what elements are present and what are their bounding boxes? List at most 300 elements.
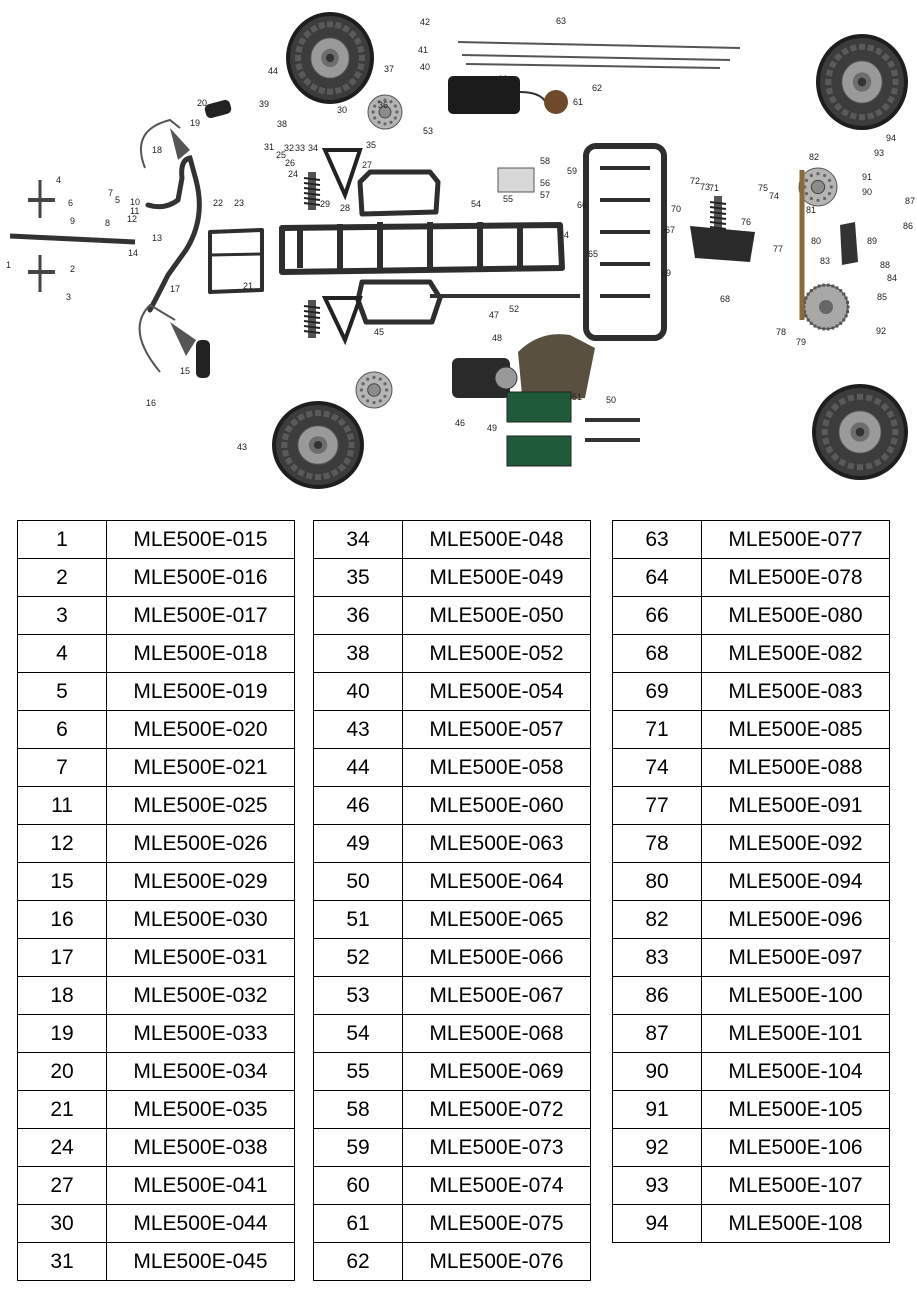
part-number: 43 xyxy=(314,711,403,749)
left-grip xyxy=(196,340,210,378)
callout-label: 80 xyxy=(811,236,822,246)
part-number: 58 xyxy=(314,1091,403,1129)
part-number: 51 xyxy=(314,901,403,939)
tire-lug xyxy=(281,442,287,448)
rotor-hole xyxy=(389,100,392,103)
tire-lug xyxy=(295,55,301,61)
part-number: 93 xyxy=(613,1167,702,1205)
shock-spring-coil xyxy=(304,183,320,185)
tire-lug xyxy=(857,394,863,400)
part-code: MLE500E-088 xyxy=(702,749,890,787)
parts-row xyxy=(314,1167,591,1205)
rotor-hole xyxy=(366,399,369,402)
tire-lug xyxy=(315,474,321,480)
shock-spring-coil xyxy=(304,321,320,323)
part-number: 17 xyxy=(18,939,107,977)
parts-row xyxy=(314,711,591,749)
part-code: MLE500E-017 xyxy=(107,597,295,635)
parts-table-1 xyxy=(17,520,295,1281)
parts-row xyxy=(18,521,295,559)
callout-label: 7 xyxy=(108,188,114,198)
parts-row xyxy=(613,673,890,711)
callout-label: 87 xyxy=(905,196,916,206)
part-number: 40 xyxy=(314,673,403,711)
part-code: MLE500E-077 xyxy=(702,521,890,559)
sprocket-tooth xyxy=(822,284,825,287)
seat xyxy=(518,334,595,399)
part-number: 82 xyxy=(613,901,702,939)
rotor-hole xyxy=(383,395,386,398)
callout-label: 16 xyxy=(146,398,157,408)
tire-lug xyxy=(315,410,321,416)
callout-label: 18 xyxy=(152,145,163,155)
tire-lug xyxy=(859,114,865,120)
front-rack-bottom xyxy=(358,282,440,322)
parts-row xyxy=(613,597,890,635)
part-number: 21 xyxy=(18,1091,107,1129)
shock-spring-coil xyxy=(710,202,726,204)
part-code: MLE500E-101 xyxy=(702,1015,890,1053)
rotor-hole xyxy=(389,121,392,124)
parts-row xyxy=(314,825,591,863)
part-code: MLE500E-048 xyxy=(403,521,591,559)
parts-table-3 xyxy=(612,520,890,1243)
parts-row xyxy=(18,1015,295,1053)
callout-label: 1 xyxy=(6,260,12,270)
callout-label: 36 xyxy=(378,100,389,110)
callout-label: 33 xyxy=(295,143,306,153)
part-number: 77 xyxy=(613,787,702,825)
wheel-axle-hole xyxy=(858,78,866,87)
callout-label: 90 xyxy=(862,187,873,197)
brake-lever-top xyxy=(170,128,190,160)
tire-lug xyxy=(893,79,899,85)
callout-label: 72 xyxy=(690,176,701,186)
part-code: MLE500E-020 xyxy=(107,711,295,749)
part-number: 18 xyxy=(18,977,107,1015)
parts-row xyxy=(314,939,591,977)
callout-label: 45 xyxy=(374,327,385,337)
parts-row xyxy=(18,939,295,977)
callout-label: 75 xyxy=(758,183,769,193)
shock-spring-coil xyxy=(710,217,726,219)
rear-right-wheel xyxy=(812,384,908,480)
part-number: 87 xyxy=(613,1015,702,1053)
shock-spring-coil xyxy=(710,212,726,214)
part-number: 31 xyxy=(18,1243,107,1281)
callout-label: 43 xyxy=(237,442,248,452)
sprocket-tooth xyxy=(804,314,807,317)
rotor-hole xyxy=(810,197,813,200)
part-number: 64 xyxy=(613,559,702,597)
tire-lug xyxy=(327,21,333,27)
sprocket-tooth xyxy=(810,289,813,292)
shock-spring-coil xyxy=(304,178,320,180)
part-code: MLE500E-064 xyxy=(403,863,591,901)
part-number: 15 xyxy=(18,863,107,901)
rotor-hole xyxy=(361,382,364,385)
throttle-grip xyxy=(204,99,233,119)
part-code: MLE500E-082 xyxy=(702,635,890,673)
parts-row xyxy=(18,1129,295,1167)
part-code: MLE500E-096 xyxy=(702,901,890,939)
part-code: MLE500E-076 xyxy=(403,1243,591,1281)
shock-spring-coil xyxy=(710,207,726,209)
parts-row xyxy=(314,521,591,559)
callout-label: 94 xyxy=(886,133,897,143)
shock-spring-coil xyxy=(304,198,320,200)
upper-a-arm-bottom xyxy=(325,298,360,340)
sprocket-tooth xyxy=(831,285,834,288)
callout-label: 85 xyxy=(877,292,888,302)
callout-label: 76 xyxy=(741,217,752,227)
callout-label: 64 xyxy=(559,230,570,240)
brake-cable-bottom xyxy=(140,305,175,372)
part-number: 6 xyxy=(18,711,107,749)
part-number: 61 xyxy=(314,1205,403,1243)
callout-label: 31 xyxy=(264,142,275,152)
callout-label: 53 xyxy=(423,126,434,136)
motor-end-cap xyxy=(495,367,517,389)
part-number: 59 xyxy=(314,1129,403,1167)
part-code: MLE500E-100 xyxy=(702,977,890,1015)
rotor-hole xyxy=(830,185,833,188)
tire-lug xyxy=(859,44,865,50)
part-number: 1 xyxy=(18,521,107,559)
callout-label: 69 xyxy=(661,268,672,278)
callout-label: 60 xyxy=(498,74,509,84)
part-number: 90 xyxy=(613,1053,702,1091)
front-bumper-bar xyxy=(210,254,262,255)
callout-label: 63 xyxy=(556,16,567,26)
shock-spring-coil xyxy=(304,311,320,313)
parts-row xyxy=(314,863,591,901)
part-number: 71 xyxy=(613,711,702,749)
rear-rack xyxy=(586,146,664,338)
callout-label: 19 xyxy=(190,118,201,128)
callout-label: 54 xyxy=(471,199,482,209)
part-code: MLE500E-041 xyxy=(107,1167,295,1205)
callout-label: 77 xyxy=(773,244,784,254)
callout-label: 23 xyxy=(234,198,245,208)
callout-label: 73 xyxy=(700,182,711,192)
parts-row xyxy=(314,1129,591,1167)
parts-row xyxy=(613,1015,890,1053)
part-code: MLE500E-029 xyxy=(107,863,295,901)
part-code: MLE500E-019 xyxy=(107,673,295,711)
shock-spring-coil xyxy=(304,203,320,205)
wire-harness-cables xyxy=(458,42,740,68)
callout-label: 44 xyxy=(268,66,279,76)
part-number: 53 xyxy=(314,977,403,1015)
parts-row xyxy=(18,825,295,863)
rotor-hole xyxy=(805,192,808,195)
part-code: MLE500E-044 xyxy=(107,1205,295,1243)
shock-spring-coil xyxy=(304,326,320,328)
part-number: 46 xyxy=(314,787,403,825)
part-code: MLE500E-106 xyxy=(702,1129,890,1167)
parts-row xyxy=(18,1205,295,1243)
part-code: MLE500E-092 xyxy=(702,825,890,863)
parts-row xyxy=(18,1167,295,1205)
callout-label: 8 xyxy=(105,218,111,228)
battery-charger xyxy=(448,76,520,114)
part-number: 2 xyxy=(18,559,107,597)
callout-label: 6 xyxy=(68,198,74,208)
part-code: MLE500E-058 xyxy=(403,749,591,787)
parts-row xyxy=(314,977,591,1015)
shock-spring-coil xyxy=(304,306,320,308)
sprocket-tooth xyxy=(842,293,845,296)
callout-label: 51 xyxy=(572,392,583,402)
rear-rack-slats xyxy=(600,168,650,296)
parts-table-2 xyxy=(313,520,591,1281)
rotor-hole xyxy=(394,116,397,119)
parts-row xyxy=(613,1205,890,1243)
part-code: MLE500E-026 xyxy=(107,825,295,863)
part-number: 35 xyxy=(314,559,403,597)
parts-row xyxy=(613,825,890,863)
callout-label: 20 xyxy=(197,98,208,108)
part-code: MLE500E-049 xyxy=(403,559,591,597)
part-number: 16 xyxy=(18,901,107,939)
rotor-center xyxy=(811,180,824,193)
callout-label: 39 xyxy=(259,99,270,109)
rotor-hole xyxy=(360,388,363,391)
parts-row xyxy=(18,1053,295,1091)
rotor-hole xyxy=(385,388,388,391)
rotor-hole xyxy=(373,104,376,107)
part-number: 20 xyxy=(18,1053,107,1091)
parts-row xyxy=(314,559,591,597)
callout-label: 24 xyxy=(288,169,299,179)
part-code: MLE500E-075 xyxy=(403,1205,591,1243)
rotor-hole xyxy=(828,192,831,195)
callout-label: 15 xyxy=(180,366,191,376)
rotor-hole xyxy=(361,395,364,398)
sprocket-tooth xyxy=(818,326,821,329)
sprocket-tooth xyxy=(810,322,813,325)
front-shock-top xyxy=(304,172,320,210)
part-number: 78 xyxy=(613,825,702,863)
parts-row xyxy=(613,559,890,597)
ignition-key-switch xyxy=(544,90,568,114)
rotor-hole xyxy=(823,197,826,200)
callout-label: 35 xyxy=(366,140,377,150)
tire-lug xyxy=(349,442,355,448)
part-code: MLE500E-054 xyxy=(403,673,591,711)
parts-row xyxy=(613,1091,890,1129)
parts-row xyxy=(18,559,295,597)
part-code: MLE500E-108 xyxy=(702,1205,890,1243)
parts-row xyxy=(314,673,591,711)
callout-label: 32 xyxy=(284,143,295,153)
part-number: 80 xyxy=(613,863,702,901)
part-code: MLE500E-066 xyxy=(403,939,591,977)
parts-row xyxy=(314,635,591,673)
part-code: MLE500E-067 xyxy=(403,977,591,1015)
rotor-hole xyxy=(372,376,375,379)
part-number: 62 xyxy=(314,1243,403,1281)
rotor-hole xyxy=(805,179,808,182)
sprocket-tooth xyxy=(807,318,810,321)
part-number: 30 xyxy=(18,1205,107,1243)
callout-label: 26 xyxy=(285,158,296,168)
sprocket-tooth xyxy=(831,326,834,329)
parts-row xyxy=(314,597,591,635)
sprocket-tooth xyxy=(845,297,848,300)
parts-row xyxy=(314,1091,591,1129)
shock-spring-coil xyxy=(304,188,320,190)
callout-label: 88 xyxy=(880,260,891,270)
callout-label: 21 xyxy=(243,281,254,291)
callout-label: 92 xyxy=(876,326,887,336)
parts-row xyxy=(613,749,890,787)
part-number: 11 xyxy=(18,787,107,825)
callout-label: 46 xyxy=(455,418,466,428)
part-code: MLE500E-065 xyxy=(403,901,591,939)
callout-label: 47 xyxy=(489,310,500,320)
callout-label: 93 xyxy=(874,148,885,158)
callout-label: 38 xyxy=(277,119,288,129)
tire-lug xyxy=(825,79,831,85)
callout-label: 14 xyxy=(128,248,139,258)
parts-row xyxy=(18,597,295,635)
sprocket-center xyxy=(819,300,833,314)
parts-row xyxy=(613,901,890,939)
rotor-hole xyxy=(372,110,375,113)
part-code: MLE500E-069 xyxy=(403,1053,591,1091)
sprocket-tooth xyxy=(814,325,817,328)
callout-label: 30 xyxy=(337,105,348,115)
callout-label: 65 xyxy=(588,249,599,259)
sprocket-tooth xyxy=(822,327,825,330)
part-code: MLE500E-031 xyxy=(107,939,295,977)
callout-label: 89 xyxy=(867,236,878,246)
wheel-axle-hole xyxy=(326,54,334,62)
part-code: MLE500E-107 xyxy=(702,1167,890,1205)
callout-label: 68 xyxy=(720,294,731,304)
part-number: 4 xyxy=(18,635,107,673)
callout-label: 58 xyxy=(540,156,551,166)
parts-row xyxy=(613,635,890,673)
part-code: MLE500E-015 xyxy=(107,521,295,559)
callout-label: 49 xyxy=(487,423,498,433)
callout-label: 10 xyxy=(130,197,141,207)
callout-label: 4 xyxy=(56,175,62,185)
part-number: 83 xyxy=(613,939,702,977)
parts-row xyxy=(613,1053,890,1091)
part-number: 38 xyxy=(314,635,403,673)
callout-label: 67 xyxy=(665,225,676,235)
callout-label: 86 xyxy=(903,221,914,231)
rear-swingarm xyxy=(690,226,755,262)
tire-lug xyxy=(327,89,333,95)
callout-label: 78 xyxy=(776,327,787,337)
part-code: MLE500E-072 xyxy=(403,1091,591,1129)
sprocket-tooth xyxy=(845,314,848,317)
tire-lug xyxy=(822,429,828,435)
brake-rotor-front-bottom xyxy=(356,372,392,408)
part-code: MLE500E-083 xyxy=(702,673,890,711)
rotor-hole xyxy=(823,174,826,177)
part-code: MLE500E-035 xyxy=(107,1091,295,1129)
callout-label: 13 xyxy=(152,233,163,243)
part-code: MLE500E-018 xyxy=(107,635,295,673)
parts-row xyxy=(314,901,591,939)
sprocket-tooth xyxy=(847,306,850,309)
brake-lever-bottom xyxy=(170,322,196,356)
sprocket-tooth xyxy=(804,297,807,300)
part-code: MLE500E-060 xyxy=(403,787,591,825)
parts-row xyxy=(613,939,890,977)
parts-row xyxy=(613,521,890,559)
part-number: 66 xyxy=(613,597,702,635)
callout-label: 50 xyxy=(606,395,617,405)
rotor-hole xyxy=(395,110,398,113)
part-code: MLE500E-033 xyxy=(107,1015,295,1053)
callout-label: 61 xyxy=(573,97,584,107)
rotor-hole xyxy=(372,401,375,404)
part-number: 36 xyxy=(314,597,403,635)
shock-spring-coil xyxy=(304,193,320,195)
callout-label: 9 xyxy=(70,216,76,226)
parts-row xyxy=(18,863,295,901)
parts-row xyxy=(18,977,295,1015)
part-number: 19 xyxy=(18,1015,107,1053)
charger-cord xyxy=(520,92,548,108)
part-code: MLE500E-091 xyxy=(702,787,890,825)
parts-row xyxy=(613,787,890,825)
sprocket-tooth xyxy=(842,318,845,321)
callout-label: 62 xyxy=(592,83,603,93)
callout-label: 52 xyxy=(509,304,520,314)
shock-spring-coil xyxy=(304,331,320,333)
shock-spring-coil xyxy=(304,316,320,318)
callout-label: 34 xyxy=(308,143,319,153)
part-number: 50 xyxy=(314,863,403,901)
parts-row xyxy=(314,1205,591,1243)
callout-label: 91 xyxy=(862,172,873,182)
parts-row xyxy=(18,749,295,787)
callout-label: 29 xyxy=(320,199,331,209)
part-number: 69 xyxy=(613,673,702,711)
callout-label: 79 xyxy=(796,337,807,347)
parts-row xyxy=(18,787,295,825)
callout-label: 83 xyxy=(820,256,831,266)
part-number: 54 xyxy=(314,1015,403,1053)
part-code: MLE500E-080 xyxy=(702,597,890,635)
callout-label: 84 xyxy=(887,273,898,283)
front-right-wheel xyxy=(272,401,364,489)
part-number: 91 xyxy=(613,1091,702,1129)
callout-label: 42 xyxy=(420,17,431,27)
callout-label: 41 xyxy=(418,45,429,55)
callout-label: 48 xyxy=(492,333,503,343)
part-code: MLE500E-052 xyxy=(403,635,591,673)
part-code: MLE500E-097 xyxy=(702,939,890,977)
rotor-hole xyxy=(816,199,819,202)
part-number: 5 xyxy=(18,673,107,711)
part-code: MLE500E-078 xyxy=(702,559,890,597)
parts-row xyxy=(18,711,295,749)
rotor-hole xyxy=(828,179,831,182)
part-number: 60 xyxy=(314,1167,403,1205)
battery-2 xyxy=(507,436,571,466)
rotor-hole xyxy=(394,104,397,107)
battery-straps xyxy=(585,420,640,440)
part-code: MLE500E-050 xyxy=(403,597,591,635)
